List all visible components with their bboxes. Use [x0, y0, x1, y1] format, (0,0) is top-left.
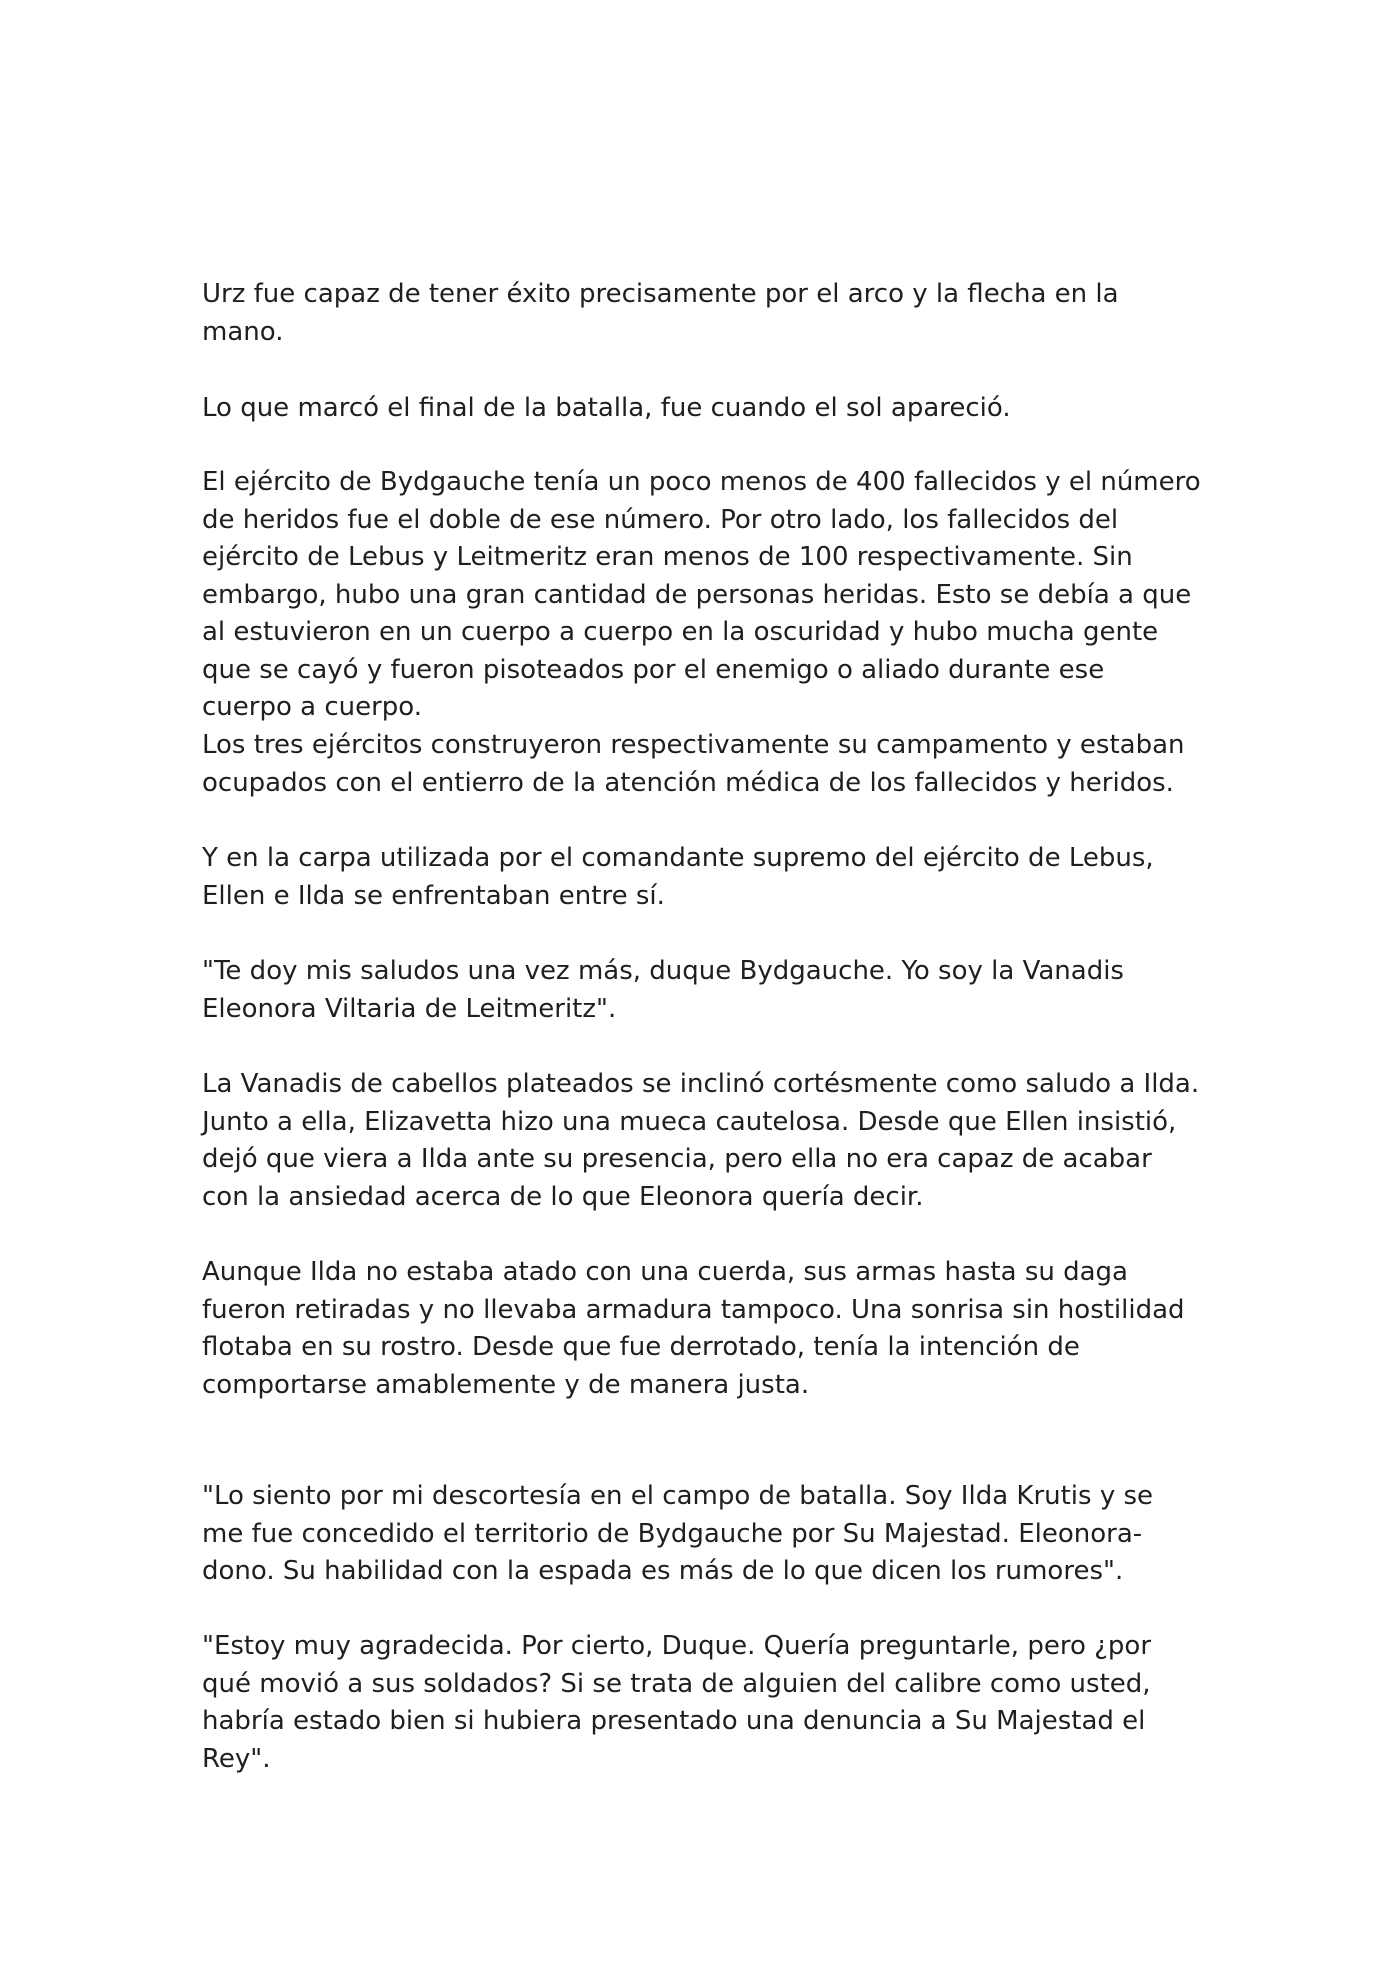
paragraph-9: "Lo siento por mi descortesía en el campo de batalla. Soy Ilda Krutis y se me fue concedido el territorio de Bydgauche por Su Majestad. Eleonora-dono. Su habilidad con la espada es más de lo que dicen los rumores". — [202, 1481, 1154, 1586]
paragraph-5: Y en la carpa utilizada por el comandante supremo del ejército de Lebus, Ellen e Ilda se enfrentaban entre sí. — [202, 843, 1154, 911]
paragraph-10: "Estoy muy agradecida. Por cierto, Duque. Quería preguntarle, pero ¿por qué movió a sus soldados? Si se trata de alguien del calibre como usted, habría estado bien si hubiera presentado una denuncia a Su Majestad el Rey". — [202, 1631, 1152, 1774]
paragraph-8: Aunque Ilda no estaba atado con una cuerda, sus armas hasta su daga fueron retiradas y no llevaba armadura tampoco. Una sonrisa sin hostilidad flotaba en su rostro. Desde que fue derrotado, tenía la intención de comportarse amablemente y de manera justa. — [202, 1257, 1185, 1400]
paragraph-4: Los tres ejércitos construyeron respectivamente su campamento y estaban ocupados con el entierro de la atención médica de los fallecidos y heridos. — [202, 730, 1185, 798]
paragraph-2: Lo que marcó el final de la batalla, fue cuando el sol apareció. — [202, 393, 1011, 423]
paragraph-3: El ejército de Bydgauche tenía un poco menos de 400 fallecidos y el número de heridos fue el doble de ese número. Por otro lado, los fallecidos del ejército de Lebus y Leitmeritz eran menos de 100 respectivamente. Sin embargo, hubo una gran cantidad de personas heridas. Esto se debía a que al estuvieron en un cuerpo a cuerpo en la oscuridad y hubo mucha gente que se cayó y fueron pisoteados por el enemigo o aliado durante ese cuerpo a cuerpo. — [202, 467, 1201, 722]
paragraph-1: Urz fue capaz de tener éxito precisamente por el arco y la flecha en la mano. — [202, 279, 1119, 347]
paragraph-7: La Vanadis de cabellos plateados se inclinó cortésmente como saludo a Ilda. Junto a ella, Elizavetta hizo una mueca cautelosa. Desde que Ellen insistió, dejó que viera a Ilda ante su presencia, pero ella no era capaz de acabar con la ansiedad acerca de lo que Eleonora quería decir. — [202, 1069, 1200, 1212]
paragraph-6: "Te doy mis saludos una vez más, duque Bydgauche. Yo soy la Vanadis Eleonora Viltaria de Leitmeritz". — [202, 956, 1124, 1024]
